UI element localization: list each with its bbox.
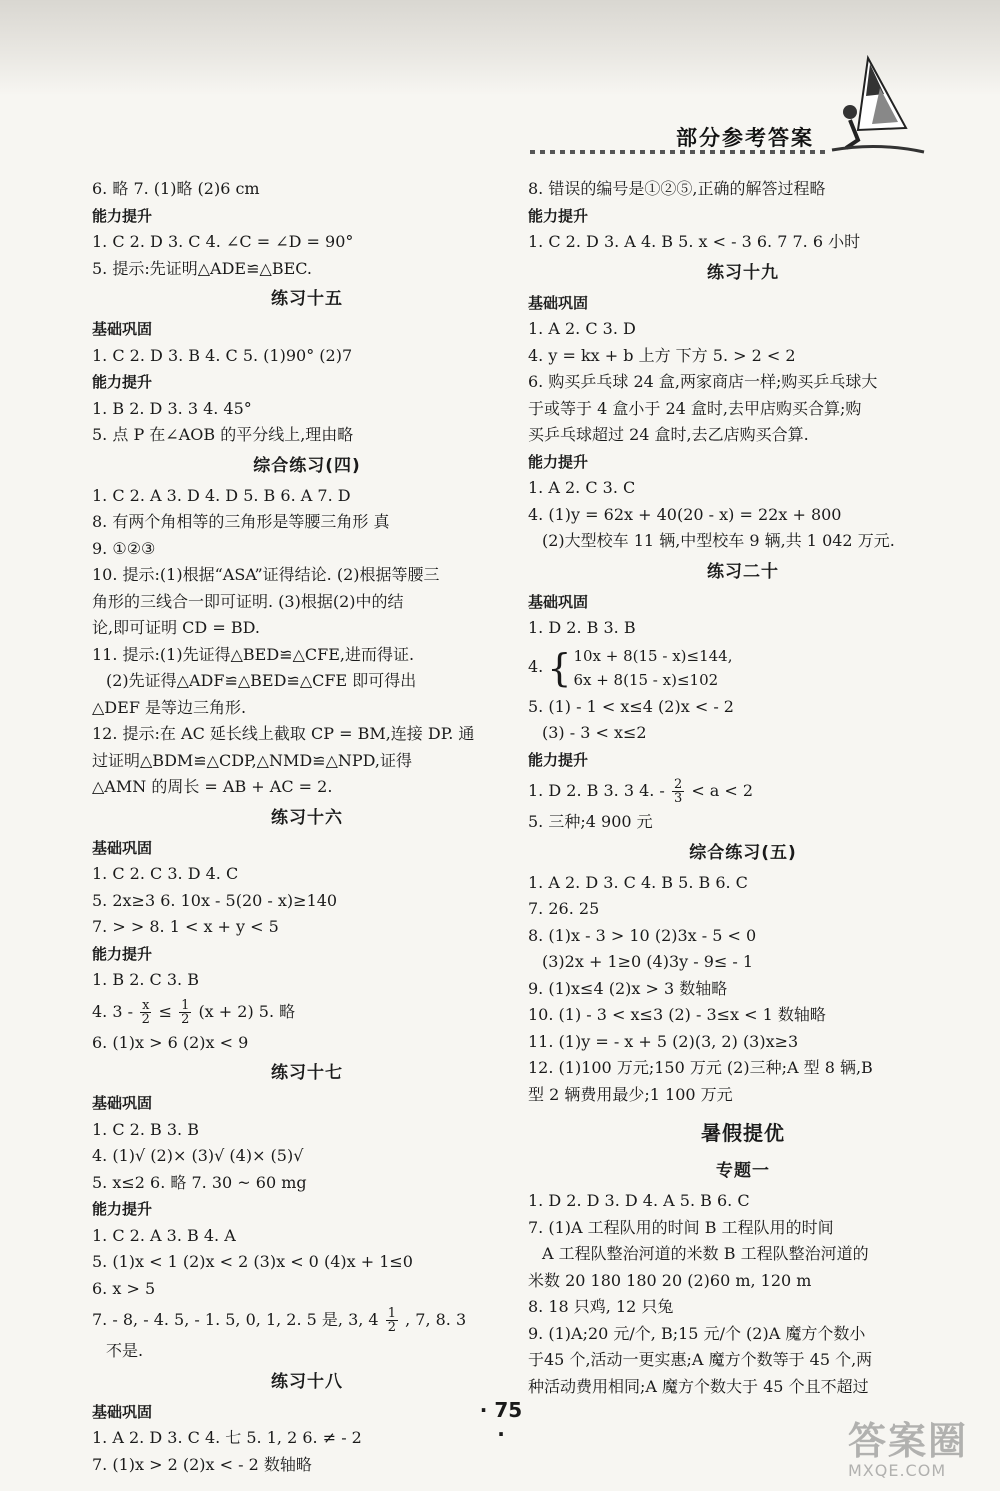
section-title: 练习二十 — [707, 561, 779, 582]
subsection-heading: 能力提升 — [528, 750, 589, 769]
subsection-heading: 基础巩固 — [92, 838, 153, 857]
right-column — [528, 176, 958, 1400]
answer-line: 角形的三线合一即可证明. (3)根据(2)中的结 — [92, 591, 404, 611]
answer-line: 买乒乓球超过 24 盒时,去乙店购买合算. — [528, 425, 809, 444]
fraction-denominator: 3 — [673, 791, 683, 806]
subsection-heading: 能力提升 — [92, 944, 153, 963]
answer-line: 4. y = kx + b 上方 下方 5. > 2 < 2 — [528, 345, 796, 365]
answer-line: 1. C 2. B 3. B — [92, 1119, 199, 1139]
subsection-heading: 能力提升 — [528, 452, 589, 471]
answer-line: 10. 提示:(1)根据“ASA”证得结论. (2)根据等腰三 — [92, 565, 440, 584]
fraction-text: (x + 2) 5. 略 — [198, 1001, 296, 1021]
answer-line: 8. (1)x - 3 > 10 (2)3x - 5 < 0 — [528, 925, 757, 945]
answer-line: 8. 有两个角相等的三角形是等腰三角形 真 — [92, 512, 390, 531]
answer-line: 9. ①②③ — [92, 538, 156, 558]
fraction-text: , 7, 8. 3 — [405, 1310, 467, 1329]
answer-line-fraction — [92, 994, 522, 1030]
answer-line-fraction — [92, 1302, 522, 1338]
answer-line: 11. 提示:(1)先证得△BED≌△CFE,进而得证. — [92, 644, 415, 664]
subsection-heading: 能力提升 — [92, 373, 153, 391]
answer-line: 8. 18 只鸡, 12 只兔 — [528, 1297, 674, 1316]
answer-line: 型 2 辆费用最少;1 100 万元 — [528, 1084, 733, 1104]
section-title: 练习十七 — [271, 1063, 343, 1083]
system-equations — [573, 644, 732, 692]
fraction — [672, 778, 684, 805]
fraction-text: 1. D 2. B 3. 3 4. - — [528, 781, 665, 800]
fraction-numerator: 1 — [387, 1306, 396, 1321]
watermark-url: MXQE.COM — [848, 1461, 947, 1480]
answer-line: 1. C 2. D 3. C 4. ∠C = ∠D = 90° — [92, 232, 354, 251]
answer-line: 9. (1)x≤4 (2)x > 3 数轴略 — [528, 978, 728, 998]
fraction-numerator: 2 — [673, 777, 683, 792]
answer-line: 1. C 2. A 3. D 4. D 5. B 6. A 7. D — [92, 485, 351, 505]
answer-line: 4. (1)y = 62x + 40(20 - x) = 22x + 800 — [528, 504, 842, 524]
answer-line: (2)大型校车 11 辆,中型校车 9 辆,共 1 042 万元. — [542, 531, 895, 550]
fraction — [386, 1307, 398, 1334]
fraction-numerator: x — [142, 997, 150, 1013]
fraction-text: < a < 2 — [691, 781, 754, 800]
answer-line: 不是. — [106, 1341, 144, 1360]
subsection-heading: 能力提升 — [92, 206, 153, 225]
section-title: 专题一 — [716, 1161, 770, 1181]
fraction — [140, 999, 151, 1026]
windsurfer-illustration — [828, 50, 928, 160]
subsection-heading: 能力提升 — [92, 1200, 153, 1218]
answer-line: 7. (1)x > 2 (2)x < - 2 数轴略 — [92, 1454, 312, 1474]
answer-line: 12. 提示:在 AC 延长线上截取 CP = BM,连接 DP. 通 — [92, 724, 475, 743]
answer-line: 7. > > 8. 1 < x + y < 5 — [92, 917, 279, 936]
left-brace: { — [547, 645, 572, 690]
chapter-title: 暑假提优 — [701, 1121, 785, 1145]
answer-line: 1. D 2. B 3. B — [528, 618, 636, 637]
answer-line: (3)2x + 1≥0 (4)3y - 9≤ - 1 — [542, 952, 754, 971]
subsection-heading: 基础巩固 — [92, 1402, 153, 1421]
left-column — [92, 176, 522, 1478]
header-title: 部分参考答案 — [676, 126, 814, 150]
subsection-heading: 基础巩固 — [528, 592, 589, 611]
section-title: 综合练习(五) — [689, 842, 797, 863]
watermark — [848, 1420, 988, 1482]
answer-line: 1. C 2. D 3. B 4. C 5. (1)90° (2)7 — [92, 345, 353, 365]
system-equation: 6x + 8(15 - x)≤102 — [573, 670, 719, 689]
inequality-system — [528, 642, 958, 694]
fraction-numerator: 1 — [181, 997, 190, 1013]
answer-line: (2)先证得△ADF≌△BED≌△CFE 即可得出 — [106, 671, 417, 690]
answer-line: 1. C 2. A 3. B 4. A — [92, 1225, 236, 1245]
answer-line: 5. x≤2 6. 略 7. 30 ~ 60 mg — [92, 1172, 307, 1192]
answer-line: 1. B 2. C 3. B — [92, 970, 199, 989]
answer-line: 5. (1) - 1 < x≤4 (2)x < - 2 — [528, 696, 734, 716]
answer-line: 5. 点 P 在∠AOB 的平分线上,理由略 — [92, 425, 354, 444]
fraction-denominator: 2 — [141, 1011, 150, 1027]
answer-line: 论,即可证明 CD = BD. — [92, 618, 260, 637]
subsection-heading: 基础巩固 — [92, 1094, 153, 1112]
answer-line: 6. 略 7. (1)略 (2)6 cm — [92, 179, 260, 198]
watermark-logo-text: 答案圈 — [848, 1419, 969, 1463]
answer-line: 1. C 2. C 3. D 4. C — [92, 864, 239, 883]
section-title: 练习十五 — [271, 289, 343, 309]
answer-line: 5. (1)x < 1 (2)x < 2 (3)x < 0 (4)x + 1≤0 — [92, 1252, 413, 1271]
subsection-heading: 能力提升 — [528, 206, 589, 225]
answer-line: 6. x > 5 — [92, 1278, 156, 1298]
answer-line: △DEF 是等边三角形. — [92, 697, 247, 717]
system-label: 4. — [528, 657, 544, 677]
header-rule — [530, 150, 830, 154]
answer-line: 5. 提示:先证明△ADE≌△BEC. — [92, 258, 313, 278]
answer-line: 8. 错误的编号是①②⑤,正确的解答过程略 — [528, 179, 826, 198]
answer-line: 于或等于 4 盒小于 24 盒时,去甲店购买合算;购 — [528, 398, 862, 418]
fraction-denominator: 2 — [181, 1011, 190, 1027]
section-title: 练习十九 — [707, 262, 779, 283]
fraction-text: 4. 3 - — [92, 1001, 134, 1021]
answer-line: 5. 三种;4 900 元 — [528, 812, 653, 831]
fraction-denominator: 2 — [387, 1320, 396, 1335]
answer-line: (3) - 3 < x≤2 — [542, 723, 647, 742]
fraction — [179, 999, 191, 1026]
answer-line: 4. (1)√ (2)× (3)√ (4)× (5)√ — [92, 1146, 304, 1165]
answer-line: 5. 2x≥3 6. 10x - 5(20 - x)≥140 — [92, 890, 338, 910]
answer-line: 7. (1)A 工程队用的时间 B 工程队用的时间 — [528, 1217, 834, 1237]
fraction-text: ≤ — [158, 1001, 172, 1021]
answer-line: 1. A 2. C 3. D — [528, 319, 636, 338]
subsection-heading: 基础巩固 — [528, 293, 589, 312]
answer-line: A 工程队整治河道的米数 B 工程队整治河道的 — [542, 1244, 869, 1263]
page-number: · 75 · — [479, 1398, 523, 1446]
answer-line-fraction — [528, 773, 958, 809]
answer-line: 1. A 2. D 3. C 4. 七 5. 1, 2 6. ≠ - 2 — [92, 1428, 362, 1447]
answer-line: 过证明△BDM≌△CDP,△NMD≌△NPD,证得 — [92, 750, 413, 770]
answer-line: 于45 个,活动一更实惠;A 魔方个数等于 45 个,两 — [528, 1350, 873, 1369]
answer-line: 1. A 2. C 3. C — [528, 478, 636, 497]
answer-line: 米数 20 180 180 20 (2)60 m, 120 m — [528, 1270, 812, 1290]
answer-line: 1. B 2. D 3. 3 4. 45° — [92, 398, 252, 418]
answer-line: 6. 购买乒乓球 24 盒,两家商店一样;购买乒乓球大 — [528, 372, 878, 391]
answer-line: △AMN 的周长 = AB + AC = 2. — [92, 777, 333, 796]
answer-line: 种活动费用相同;A 魔方个数大于 45 个且不超过 — [528, 1376, 869, 1396]
answer-line: 11. (1)y = - x + 5 (2)(3, 2) (3)x≥3 — [528, 1031, 799, 1051]
section-title: 综合练习(四) — [253, 455, 361, 476]
answer-line: 7. 26. 25 — [528, 899, 600, 918]
answer-line: 1. A 2. D 3. C 4. B 5. B 6. C — [528, 872, 748, 892]
system-equation: 10x + 8(15 - x)≤144, — [573, 646, 733, 665]
answer-line: 9. (1)A;20 元/个, B;15 元/个 (2)A 魔方个数小 — [528, 1323, 866, 1343]
fraction-text: 7. - 8, - 4. 5, - 1. 5, 0, 1, 2. 5 是, 3, 4 — [92, 1310, 379, 1329]
answer-line: 6. (1)x > 6 (2)x < 9 — [92, 1032, 249, 1052]
answer-line: 12. (1)100 万元;150 万元 (2)三种;A 型 8 辆,B — [528, 1058, 873, 1077]
section-title: 练习十六 — [271, 807, 343, 828]
section-title: 练习十八 — [271, 1371, 343, 1392]
subsection-heading: 基础巩固 — [92, 320, 153, 338]
answer-line: 10. (1) - 3 < x≤3 (2) - 3≤x < 1 数轴略 — [528, 1005, 826, 1024]
answer-line: 1. C 2. D 3. A 4. B 5. x < - 3 6. 7 7. 6 小时 — [528, 232, 861, 251]
answer-line: 1. D 2. D 3. D 4. A 5. B 6. C — [528, 1191, 750, 1210]
